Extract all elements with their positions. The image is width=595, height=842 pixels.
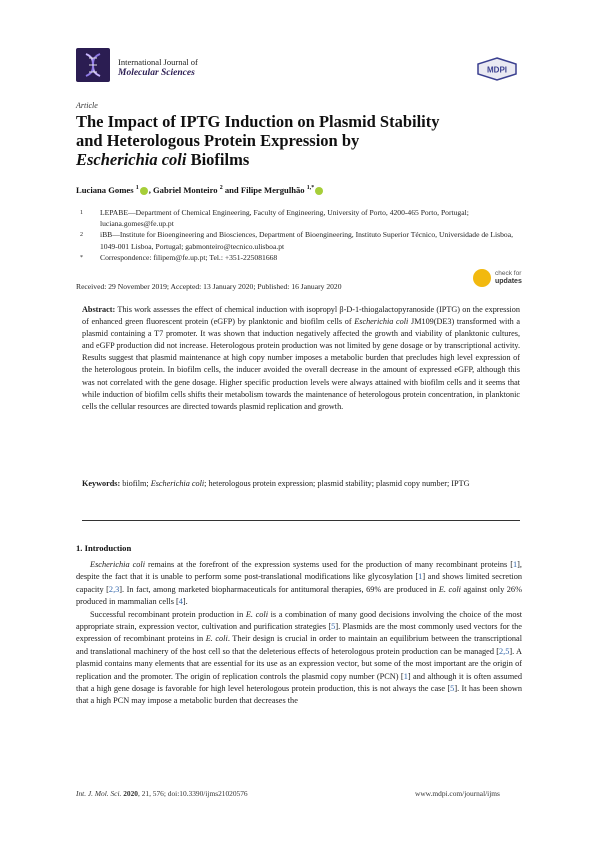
keywords — [82, 478, 520, 490]
publication-dates: Received: 29 November 2019; Accepted: 13 January 2020; Published: 16 January 2020 — [76, 282, 342, 291]
footer-url[interactable]: www.mdpi.com/journal/ijms — [415, 789, 500, 798]
title-line-3 — [76, 150, 521, 169]
author-name[interactable]: Luciana Gomes — [76, 185, 134, 195]
text-run: ]. A plasmid contains many elements that are essential for its use as an expression vector, but some of the most important are the origin of replication and the promoter. The origin of replication controls the plasmid copy number (PCN) [ — [76, 646, 522, 681]
keywords-label: Keywords: — [82, 479, 121, 488]
author-list — [76, 185, 324, 195]
text-run: against only 26% produced in mammalian cells [ — [76, 584, 522, 607]
text-run: ], despite the fact that it is unable to perform some post-translational modifications like glycosylation [ — [76, 560, 522, 582]
updates-label-line2: updates — [495, 278, 522, 285]
citation-link[interactable]: 5 — [331, 622, 336, 632]
author-name[interactable]: Filipe Mergulhão — [240, 185, 305, 195]
footer-citation — [76, 789, 248, 798]
citation-link[interactable]: 2,5 — [499, 646, 510, 656]
author-affil-sup: 1 — [135, 185, 139, 192]
affiliation-number: 1 — [80, 210, 83, 216]
author-separator: and — [222, 185, 241, 195]
affiliations — [76, 207, 526, 264]
affiliation-item — [76, 252, 526, 264]
text-run: ]. Plasmids are the most commonly used vectors for the expression of recombinant proteins in — [76, 622, 522, 644]
text-run: ] and shows limited secretion capacity [ — [76, 572, 522, 594]
title-line-1: The Impact of IPTG Induction on Plasmid Stability — [76, 112, 440, 131]
paragraph — [76, 559, 522, 609]
title-line-2: and Heterologous Protein Expression by — [76, 131, 360, 150]
affiliation-number: * — [80, 254, 83, 261]
updates-icon — [473, 269, 491, 287]
citation-link[interactable]: 1 — [403, 671, 408, 681]
citation-link[interactable]: 4 — [178, 597, 183, 607]
author-separator: , — [148, 185, 153, 195]
keywords-text: biofilm; — [120, 479, 151, 488]
author-affil-sup: 2 — [219, 185, 223, 192]
author-affil-sup: 1,* — [306, 185, 315, 192]
abstract — [82, 304, 520, 413]
mdpi-logo — [476, 57, 518, 81]
orcid-icon[interactable] — [140, 187, 148, 195]
section-heading: 1. Introduction — [76, 543, 132, 553]
paragraph — [76, 609, 522, 708]
affiliation-number: 2 — [80, 232, 83, 239]
affiliation-item — [76, 207, 526, 229]
dna-helix-icon — [76, 48, 110, 82]
updates-label-line1: check for — [495, 270, 522, 277]
paper-title — [76, 112, 521, 169]
affiliation-item — [76, 229, 526, 251]
citation-link[interactable]: 2,3 — [108, 584, 120, 594]
species-name: Escherichia coli — [90, 560, 146, 569]
text-run: Successful recombinant protein production in — [90, 609, 246, 619]
orcid-icon[interactable] — [315, 187, 323, 195]
introduction-body — [76, 559, 522, 708]
abstract-label: Abstract: — [82, 305, 116, 314]
mdpi-logo-icon — [476, 57, 518, 81]
affiliation-text: Correspondence: filipem@fe.up.pt; Tel.: +351-225081668 — [100, 252, 278, 262]
keywords-species: Escherichia coli — [150, 479, 205, 488]
species-name: E. coli — [245, 609, 269, 619]
footer-journal: Int. J. Mol. Sci. — [76, 789, 122, 798]
affiliation-text: iBB—Institute for Bioengineering and Biosciences, Department of Bioengineering, Instituto Superior Técnico, Universidade de Lisboa, 1049-001 Lisboa, Portugal; gabmonteiro@tecnico.ulisboa.pt — [100, 230, 513, 251]
title-line-3-rest: Biofilms — [186, 150, 250, 169]
svg-text:MDPI: MDPI — [487, 65, 507, 75]
species-name: E. coli — [438, 584, 461, 594]
journal-name-line1: International Journal of — [118, 57, 198, 67]
abstract-text: This work assesses the effect of chemical induction with isopropyl β-D-1-thiogalactopyranoside (IPTG) on the expression of enhanced green fluorescent protein (eGFP) by planktonic and biofilm cells of — [82, 305, 520, 327]
text-run: is a combination of many good decisions involving the choice of the most appropriate strain, expression vector, cultivation and purification strategies [ — [76, 609, 523, 632]
abstract-species: Escherichia coli — [354, 317, 409, 327]
keywords-text: ; heterologous protein expression; plasmid stability; plasmid copy number; IPTG — [204, 479, 470, 488]
footer-year: 2020 — [121, 789, 138, 798]
journal-name-line2: Molecular Sciences — [118, 68, 195, 78]
check-for-updates-button[interactable] — [473, 268, 525, 290]
text-run: ]. It has been shown that a high PCN may impose a metabolic burden that decreases the — [76, 684, 522, 706]
journal-logo — [76, 48, 110, 82]
species-name: E. coli — [205, 634, 228, 644]
affiliation-text: LEPABE—Department of Chemical Engineering, Faculty of Engineering, University of Porto, 4200-465 Porto, Portugal; luciana.gomes@fe.up.pt — [100, 208, 469, 229]
citation-link[interactable]: 1 — [513, 560, 518, 569]
citation-link[interactable]: 5 — [450, 684, 455, 694]
title-species: Escherichia coli — [76, 150, 187, 169]
text-run: . Their design is crucial in order to maintain an equilibrium between the transcriptional and translational machinery of the host cell so that the deleterious effects of heterologous protein production can be managed [ — [76, 634, 523, 656]
text-run: ]. In fact, among marketed biopharmaceuticals for antitumoral therapies, 69% are produced in — [119, 584, 439, 594]
section-divider — [82, 520, 520, 521]
citation-link[interactable]: 1 — [418, 572, 423, 582]
author-name[interactable]: Gabriel Monteiro — [153, 185, 218, 195]
footer-doi: , 21, 576; doi:10.3390/ijms21020576 — [138, 789, 248, 798]
text-run: ] and although it is often assumed that a high gene dosage is favorable for high level heterologous protein production, this is not always the case [ — [76, 671, 522, 694]
article-type: Article — [76, 101, 98, 110]
text-run: ]. — [182, 597, 188, 607]
abstract-text: JM109(DE3) transformed with a plasmid containing a T7 promoter. It was shown that induction negatively affected the growth and viability of planktonic cultures, and eGFP production did not increase. Heterologous protein production was not limited by gene dosage or by transcriptional activity. Results suggest that plasmid maintenance at high copy number imposes a metabolic burden that precludes high level expression of the heterologous protein. In biofilm cells, the inducer avoided the overall decrease in the amount of expressed eGFP, although this was not correlated with the gene dosage. Higher specific production levels were always attained with biofilm cells and it seems that while induction of biofilm cells shifts their metabolism towards the maintenance of heterologous protein concentration, in planktonic cells the cellular resources are directed towards plasmid replication and growth. — [82, 317, 521, 411]
text-run: remains at the forefront of the expression systems used for the production of many recombinant proteins [ — [145, 560, 513, 569]
